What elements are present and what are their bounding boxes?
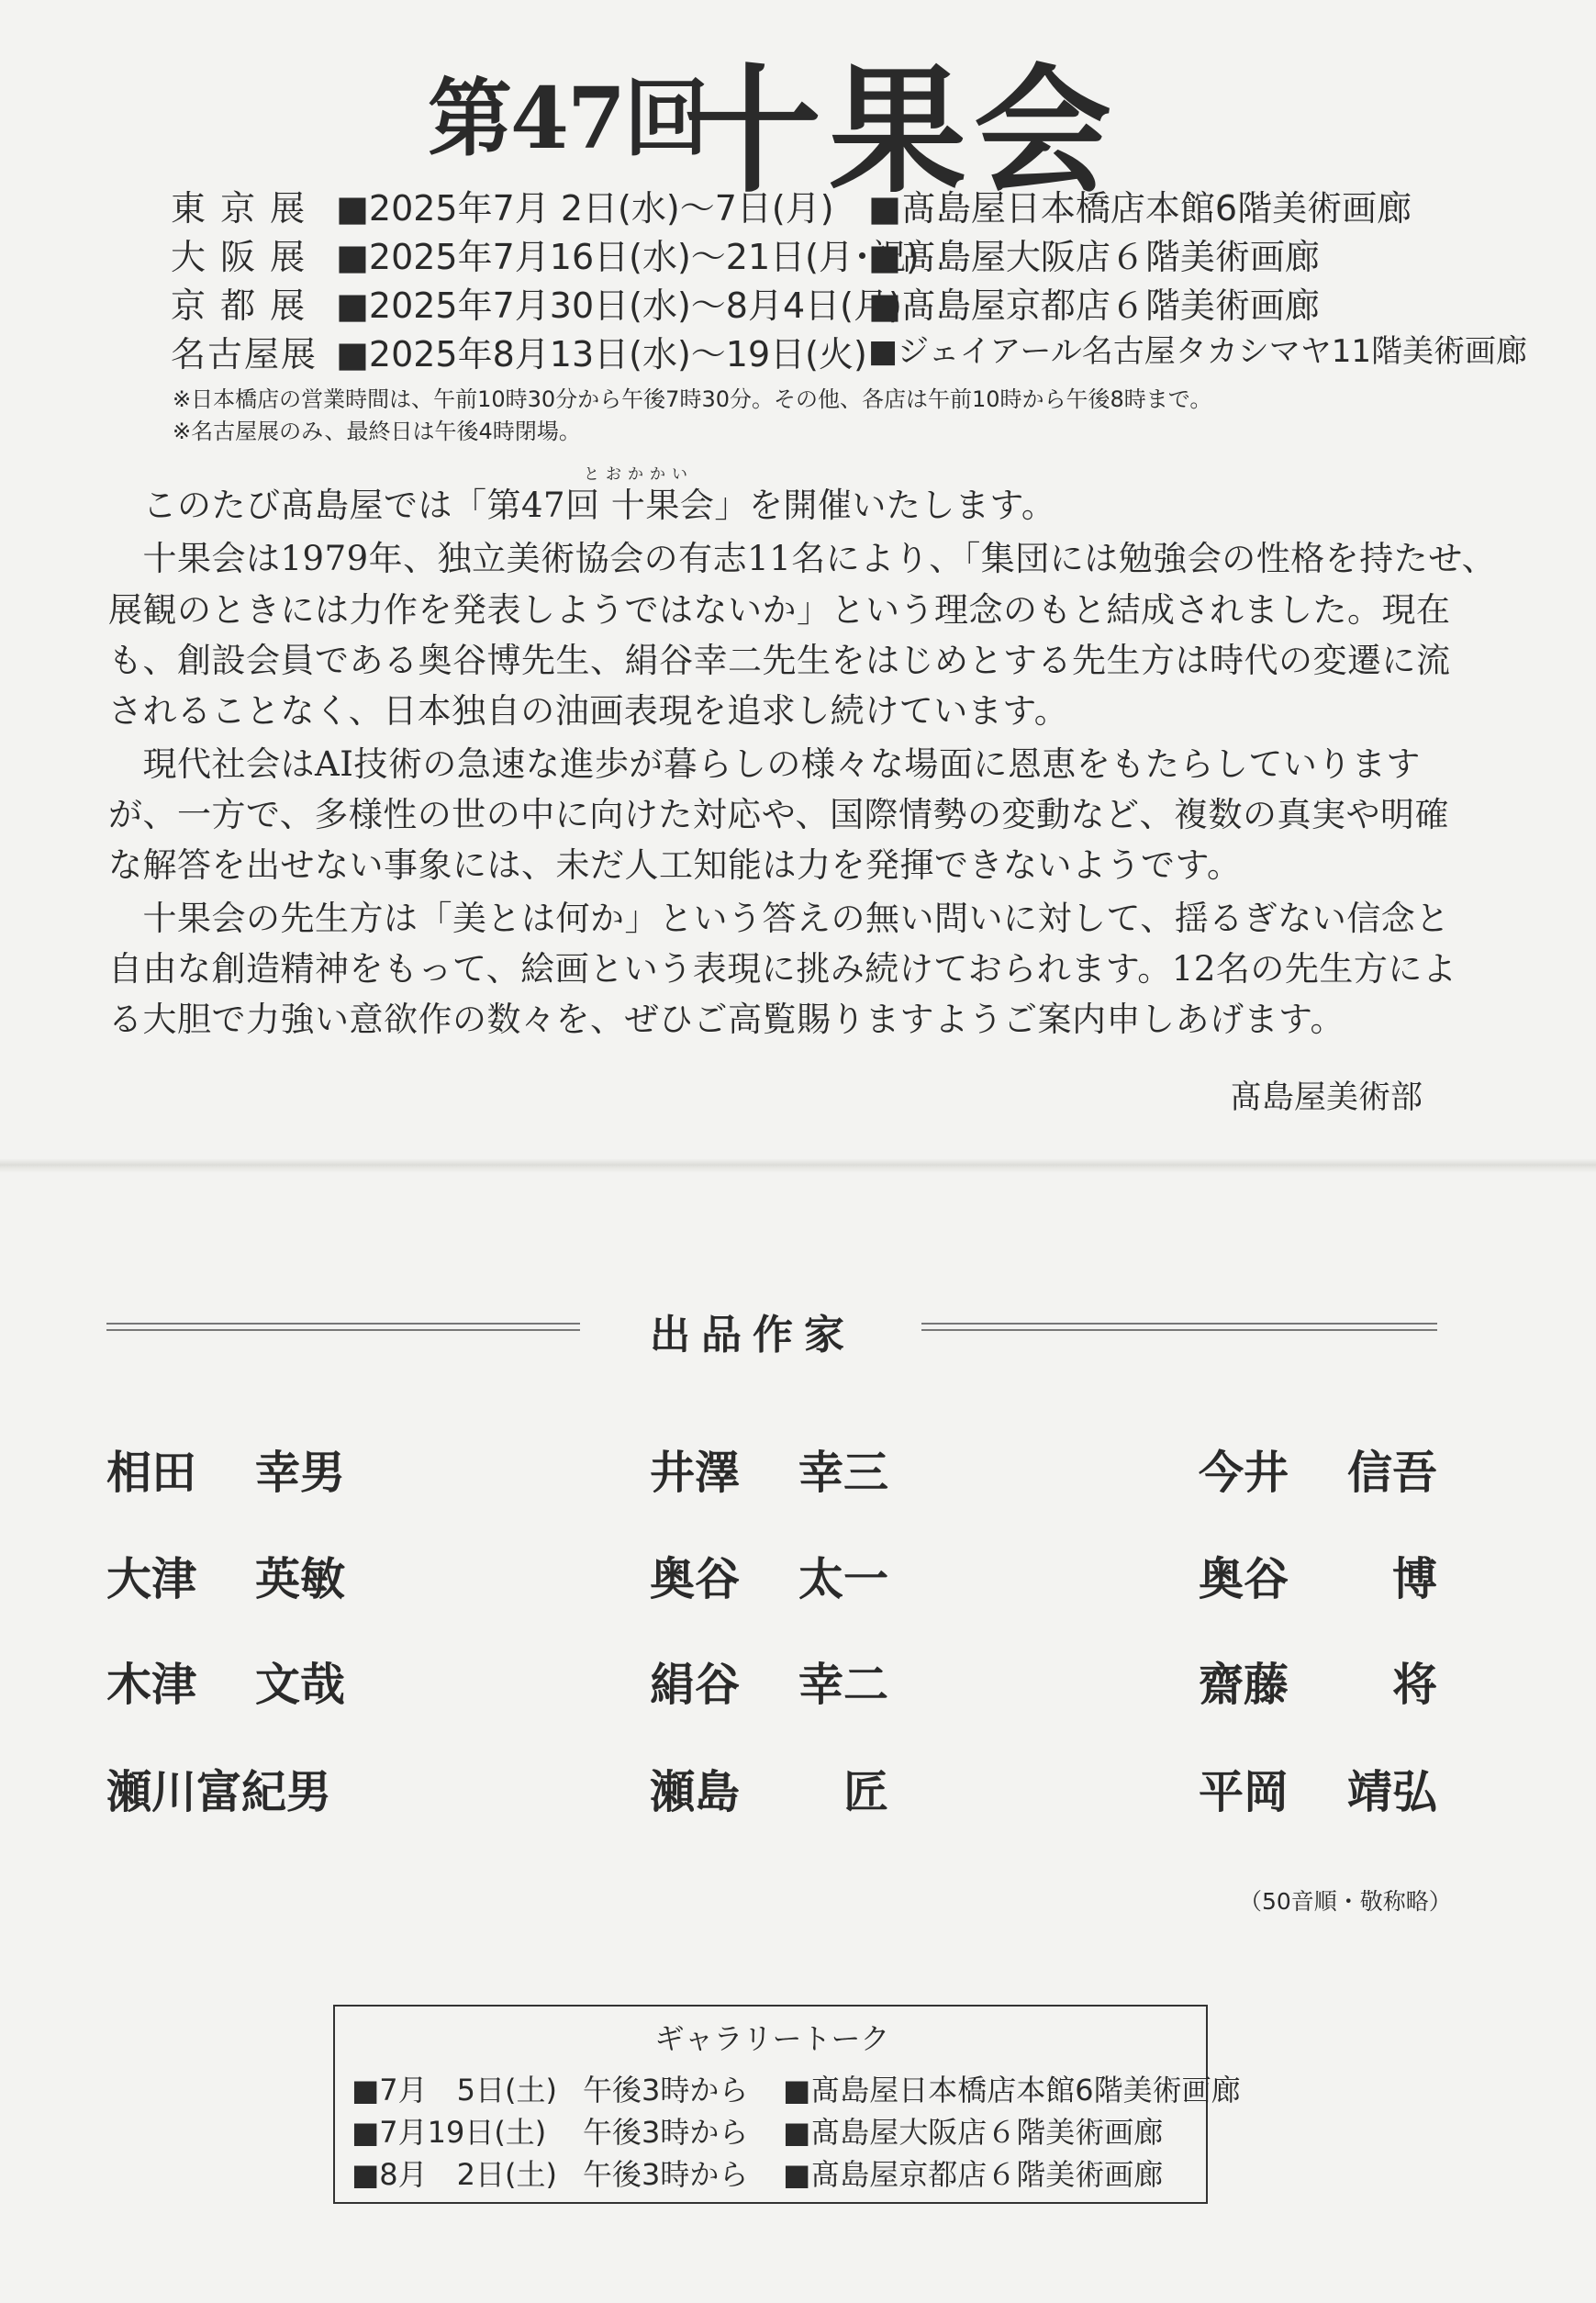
artist-name [1199,1649,1437,1711]
artist-given-name: 文哉 [254,1658,345,1711]
artist-name [650,1757,888,1818]
body-line: 十果会は1979年、独立美術協会の有志11名により、「集団には勉強会の性格を持たせ、 [108,539,1497,578]
gallery-talk-box [333,2005,1241,2204]
signature: 髙島屋美術部 [1230,1079,1423,1116]
heading-rule-left [106,1323,580,1331]
talk-venue: ■髙島屋京都店６階美術画廊 [783,2157,1164,2192]
body-line: が、一方で、多様性の世の中に向けた対応や、国際情勢の変動など、複数の真実や明確 [108,795,1450,834]
schedule-venue: ■髙島屋日本橋店本館6階美術画廊 [868,188,1412,229]
title-edition: 第47回 [428,69,708,168]
artist-family-name: 絹谷 [650,1658,741,1711]
body-line: も、創設会員である奥谷博先生、絹谷幸二先生をはじめとする先生方は時代の変遷に流 [108,641,1451,680]
artist-name [1199,1437,1437,1499]
artist-family-name: 相田 [106,1446,197,1499]
talk-date: ■7月 5日(土) [352,2073,557,2107]
artist-name [106,1649,345,1711]
body-line: 現代社会はAI技術の急速な進歩が暮らしの様々な場面に恩恵をもたらしていります [108,744,1421,784]
body-line: 自由な創造精神をもって、絵画という表現に挑み続けておられます。12名の先生方によ [108,949,1457,989]
talk-time: 午後3時から [583,2115,749,2150]
schedule-city: 大 阪 展 [171,237,307,277]
schedule-city: 東 京 展 [171,188,307,229]
paper-fold [0,1158,1596,1173]
talk-time: 午後3時から [583,2157,749,2192]
artist-name [1199,1544,1437,1605]
artist-family-name: 大津 [106,1552,197,1605]
artist-family-name: 瀬島 [650,1765,741,1818]
artist-family-name: 今井 [1199,1446,1289,1499]
heading-rule-right [921,1323,1437,1331]
schedule-dates: ■2025年7月30日(水)〜8月4日(月) [336,285,902,326]
talk-venue: ■髙島屋日本橋店本館6階美術画廊 [783,2073,1241,2107]
artist-given-name: 英敏 [254,1552,345,1605]
artist-given-name: 幸男 [254,1446,345,1499]
artist-family-name: 齋藤 [1199,1658,1289,1711]
body-line: る大胆で力強い意欲作の数々を、ぜひご高覧賜りますようご案内申しあげます。 [108,1000,1345,1039]
talk-venue: ■髙島屋大阪店６階美術画廊 [783,2115,1164,2150]
schedule-city: 名古屋展 [171,334,318,375]
nagoya-note: ※名古屋展のみ、最終日は午後4時閉場。 [173,419,581,444]
schedule-dates: ■2025年7月16日(水)〜21日(月･祝) [336,237,920,277]
artist-name [106,1544,345,1605]
body-line: されることなく、日本独自の油画表現を追求し続けています。 [108,691,1069,731]
artist-given-name: 将 [1391,1658,1437,1711]
body-line: な解答を出せない事象には、未だ人工知能は力を発揮できないようです。 [108,845,1242,885]
talk-date: ■8月 2日(土) [352,2157,557,2192]
body-line: このたび髙島屋では「第47回 十果会」を開催いたします。 [108,486,1056,525]
talk-time: 午後3時から [583,2073,749,2107]
artist-name [106,1757,345,1818]
schedule-venue: ■ジェイアール名古屋タカシマヤ11階美術画廊 [868,333,1527,370]
artist-family-name: 木津 [106,1658,197,1711]
schedule-venue: ■髙島屋京都店６階美術画廊 [868,285,1320,326]
talk-date: ■7月19日(土) [352,2115,547,2150]
artist-given-name: 博 [1391,1552,1437,1605]
schedule-city: 京 都 展 [171,285,307,326]
artist-name [1199,1757,1437,1818]
gallery-talk-title: ギャラリートーク [654,2021,890,2056]
artists-heading: 出品作家 [650,1312,855,1358]
artist-family-name: 平岡 [1199,1765,1289,1818]
title-name: 十果会 [684,50,1120,212]
artist-given-name: 幸二 [798,1658,888,1711]
body-line: 展観のときには力作を発表しようではないか」という理念のもと結成されました。現在 [108,590,1451,630]
artist-name [650,1437,888,1499]
artist-given-name: 信吾 [1346,1446,1437,1499]
artist-given-name: 匠 [843,1765,888,1818]
artist-name [650,1649,888,1711]
artist-family-name: 瀬川富紀男 [106,1765,332,1818]
artist-given-name: 靖弘 [1346,1765,1437,1818]
schedule-venue: ■髙島屋大阪店６階美術画廊 [868,237,1320,277]
artist-family-name: 井澤 [650,1446,741,1499]
artist-name [106,1437,345,1499]
schedule-dates: ■2025年7月 2日(水)〜7日(月) [336,188,834,229]
artist-name [650,1544,888,1605]
title-reading: とおかかい [584,465,694,484]
artist-family-name: 奥谷 [650,1552,741,1605]
artist-given-name: 太一 [798,1552,888,1605]
artist-family-name: 奥谷 [1199,1552,1289,1605]
artist-given-name: 幸三 [798,1446,888,1499]
body-line: 十果会の先生方は「美とは何か」という答えの無い問いに対して、揺るぎない信念と [108,899,1450,938]
ordering-note: （50音順・敬称略） [1239,1888,1452,1915]
schedule-dates: ■2025年8月13日(水)〜19日(火) [336,334,867,375]
hours-note: ※日本橋店の営業時間は、午前10時30分から午後7時30分。その他、各店は午前10時から午後8時まで。 [173,386,1212,412]
